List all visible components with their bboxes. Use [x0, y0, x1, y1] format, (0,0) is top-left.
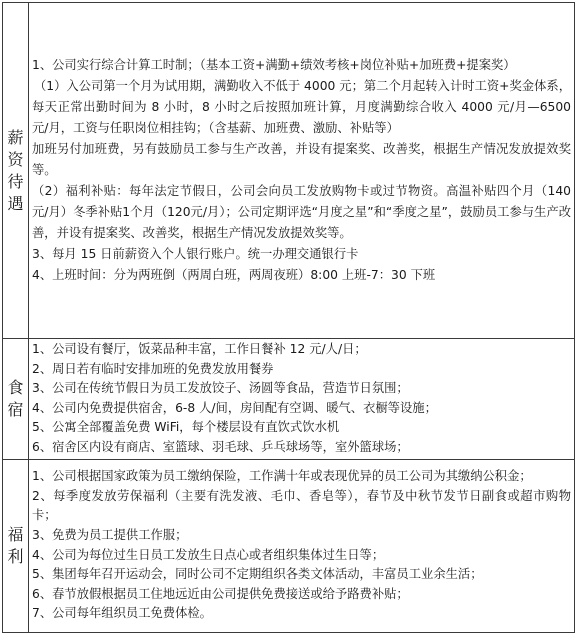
lodging-line-6: 6、宿舍区内设有商店、室篮球、羽毛球、乒乓球场等，室外篮球场；: [32, 439, 409, 454]
header-char: 待: [7, 171, 24, 191]
section-body-lodging: [29, 339, 575, 460]
header-char: 遇: [7, 193, 24, 213]
header-char: 食: [7, 377, 24, 397]
benefits-table: [2, 2, 575, 633]
salary-line-5: 3、每月 15 日前薪资入个人银行账户。统一办理交通银行卡: [32, 247, 359, 261]
section-header-salary: [3, 3, 29, 339]
welfare-line-1: 1、公司根据国家政策为员工缴纳保险，工作满十年或表现优异的员工公司为其缴纳公积金；: [32, 469, 532, 484]
salary-line-1: 1、公司实行综合计算工时制；（基本工资+满勤+绩效考核+岗位补贴+加班费+提案奖）: [32, 58, 516, 72]
salary-line-4: （2）福利补贴：每年法定节假日，公司会向员工发放购物卡或过节物资。高温补贴四个月（140元/月）冬季补贴1个月（120元/月）；公司定期评选“月度之星”和“季度之星”，鼓励员工参与生产改善，并设有提案奖、改善奖，根据生产情况发放提效奖等。: [32, 184, 571, 240]
lodging-line-5: 5、公寓全部覆盖免费 WiFi，每个楼层设有直饮式饮水机: [32, 420, 340, 435]
section-header-welfare: [3, 459, 29, 632]
header-char: 资: [7, 149, 24, 169]
section-salary: [3, 3, 575, 339]
header-char: 利: [7, 546, 24, 566]
welfare-line-3: 3、免费为员工提供工作服；: [32, 527, 188, 542]
section-lodging: [3, 339, 575, 460]
header-char: 宿: [7, 399, 24, 419]
welfare-line-6: 6、春节放假根据员工住地远近由公司提供免费接送或给予路费补贴；: [32, 586, 409, 601]
welfare-line-2: 2、每季度发放劳保福利（主要有洗发液、毛巾、香皂等），春节及中秋节发节日副食或超市购物卡；: [32, 488, 571, 523]
section-body-welfare: [29, 459, 575, 632]
lodging-line-4: 4、公司内免费提供宿舍，6-8 人/间，房间配有空调、暖气、衣橱等设施；: [32, 400, 437, 415]
welfare-line-7: 7、公司每年组织员工免费体检。: [32, 606, 212, 621]
welfare-line-4: 4、公司为每位过生日员工发放生日点心或者组织集体过生日等；: [32, 547, 385, 562]
header-char: 薪: [7, 127, 24, 147]
lodging-line-2: 2、周日若有临时安排加班的免费发放用餐券: [32, 361, 274, 376]
salary-line-3: 加班另付加班费，另有鼓励员工参与生产改善，并设有提案奖、改善奖，根据生产情况发放提效奖等。: [32, 142, 571, 177]
welfare-line-5: 5、集团每年召开运动会，同时公司不定期组织各类文体活动，丰富员工业余生活；: [32, 567, 483, 582]
lodging-line-1: 1、公司设有餐厅，饭菜品种丰富，工作日餐补 12 元/人/日；: [32, 342, 367, 356]
salary-line-6: 4、上班时间：分为两班倒（两周白班，两周夜班）8:00 上班-7：30 下班: [32, 268, 436, 282]
header-char: 福: [7, 524, 24, 544]
section-welfare: [3, 459, 575, 632]
section-header-lodging: [3, 339, 29, 460]
salary-line-2: （1）入公司第一个月为试用期，满勤收入不低于 4000 元；第二个月起转入计时工资+奖金体系，每天正常出勤时间为 8 小时，8 小时之后按照加班计算，月度满勤综合收入 4000 元/月—6500 元/月，工资与任职岗位相挂钩；（含基薪、加班费、激励、补贴等）: [32, 79, 571, 135]
section-body-salary: [29, 3, 575, 339]
lodging-line-3: 3、公司在传统节假日为员工发放饺子、汤圆等食品，营造节日氛围；: [32, 381, 409, 396]
